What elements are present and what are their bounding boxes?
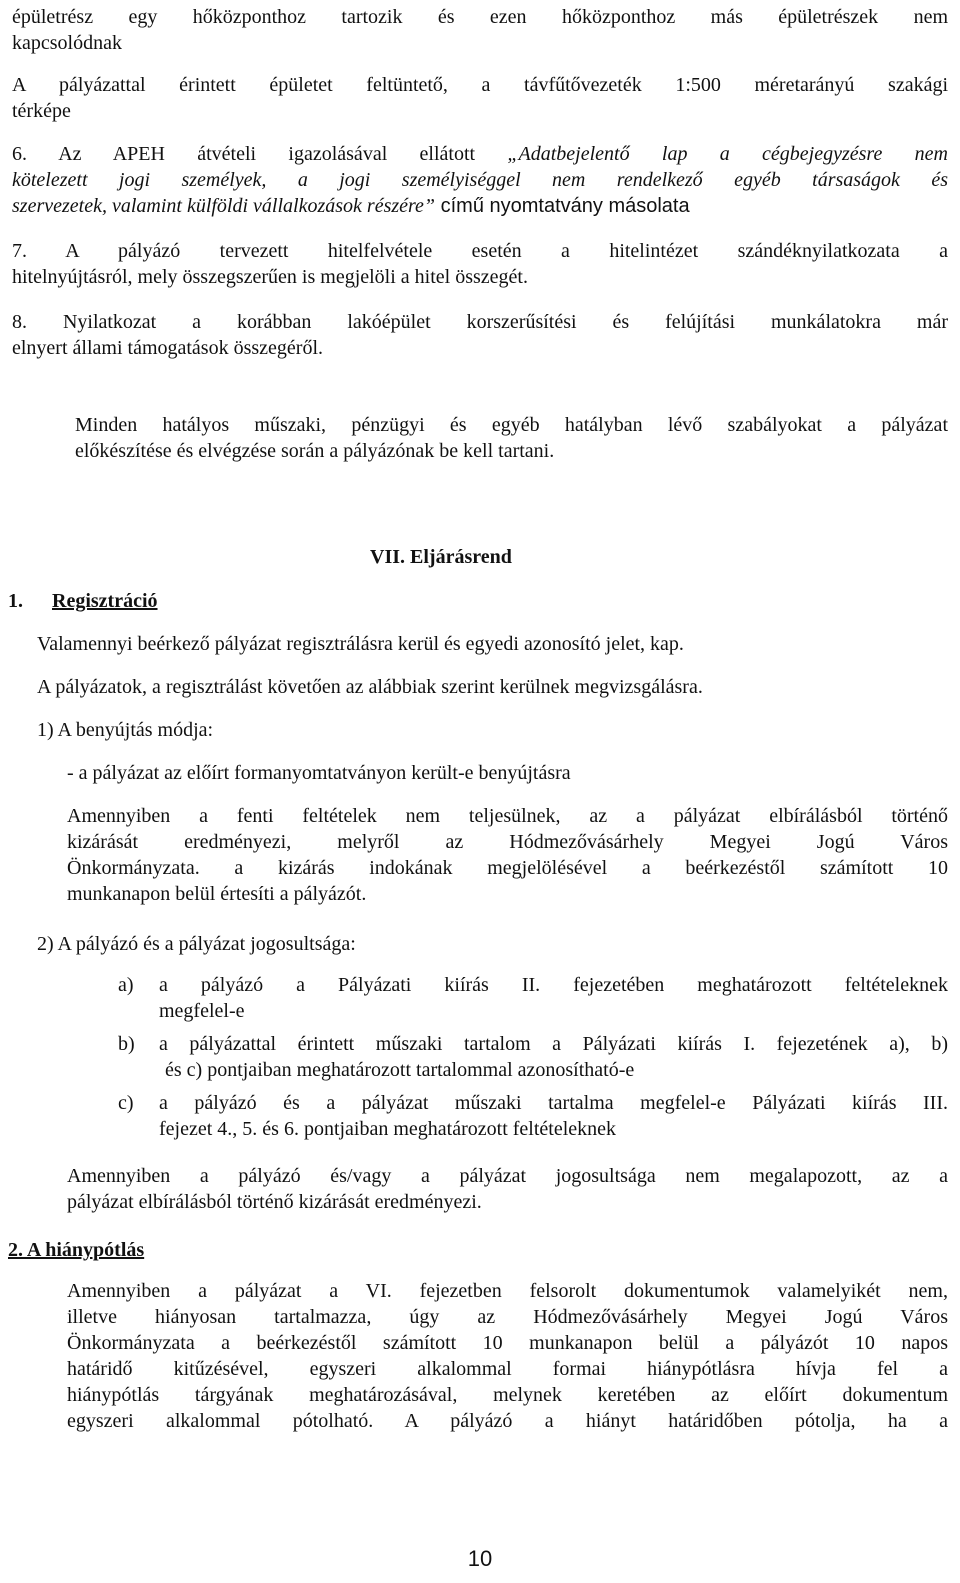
section-1-p1: Valamennyi beérkező pályázat regisztrálásra kerül és egyedi azonosító jelet, kap. bbox=[37, 633, 684, 655]
item-6-number: 6. bbox=[12, 143, 27, 165]
section-2-line: Önkormányzata a beérkezéstől számított 10 munkanapon belül a pályázót 10 napos bbox=[67, 1332, 948, 1354]
section-2-line: Amennyiben a pályázat a VI. fejezetben felsorolt dokumentumok valamelyikét nem, bbox=[67, 1280, 948, 1302]
section-1-p2: A pályázatok, a regisztrálást követően az alábbiak szerint kerülnek megvizsgálásra. bbox=[37, 676, 703, 698]
item-6-line-2: kötelezett jogi személyek, a jogi személyiséggel nem rendelkező egyéb társaságok és bbox=[12, 169, 948, 191]
notice-line-1: Minden hatályos műszaki, pénzügyi és egyéb hatályban lévő szabályokat a pályázat bbox=[75, 414, 948, 436]
section-2-line: illetve hiányosan tartalmazza, úgy az Hódmezővásárhely Megyei Jogú Város bbox=[67, 1306, 948, 1328]
item-6-italic-3: szervezetek, valamint külföldi vállalkozások részére” bbox=[12, 195, 436, 217]
eligibility-label: 2) A pályázó és a pályázat jogosultsága: bbox=[37, 933, 356, 955]
intro-line-1: épületrész egy hőközponthoz tartozik és ezen hőközponthoz más épületrészek nem bbox=[12, 6, 948, 28]
sub1-note-line: Amennyiben a fenti feltételek nem teljesülnek, az a pályázat elbírálásból történő bbox=[67, 805, 948, 827]
chapter-title: VII. Eljárásrend bbox=[370, 546, 512, 568]
section-1-title: Regisztráció bbox=[52, 590, 158, 612]
item-6-italic-1: „Adatbejelentő lap a cégbejegyzésre nem bbox=[507, 143, 948, 165]
intro-line-2: kapcsolódnak bbox=[12, 32, 122, 54]
page-number: 10 bbox=[467, 1546, 493, 1571]
submission-method-label: 1) A benyújtás módja: bbox=[37, 719, 214, 741]
list-marker: c) bbox=[118, 1092, 134, 1114]
list-item-line: a pályázattal érintett műszaki tartalom a Pályázati kiírás I. fejezetének a), b) bbox=[159, 1033, 948, 1055]
item-6-line-3 bbox=[12, 193, 948, 219]
list-marker: a) bbox=[118, 974, 134, 996]
section-2-line: hiánypótlás tárgyának meghatározásával, melynek keretében az előírt dokumentum bbox=[67, 1384, 948, 1406]
submission-bullet: - a pályázat az előírt formanyomtatványon került-e benyújtásra bbox=[67, 762, 571, 784]
section-2-line: egyszeri alkalommal pótolható. A pályázó a hiányt határidőben pótolja, ha a bbox=[67, 1410, 948, 1432]
section-1-number: 1. bbox=[8, 590, 23, 612]
list-marker: b) bbox=[118, 1033, 135, 1055]
sub2-note-line: pályázat elbírálásból történő kizárását eredményezi. bbox=[67, 1191, 482, 1213]
item-6-prefix: Az APEH átvételi igazolásával ellátott bbox=[58, 143, 508, 165]
sub1-note-line: kizárását eredményezi, melyről az Hódmezővásárhely Megyei Jogú Város bbox=[67, 831, 948, 853]
sub1-note-line: Önkormányzata. a kizárás indokának megjelölésével a beérkezéstől számított 10 bbox=[67, 857, 948, 879]
list-item-line: megfelel-e bbox=[159, 1000, 245, 1022]
sub1-note-line: munkanapon belül értesíti a pályázót. bbox=[67, 883, 367, 905]
notice-line-2: előkészítése és elvégzése során a pályázónak be kell tartani. bbox=[75, 440, 555, 462]
list-item-line: a pályázó és a pályázat műszaki tartalma megfelel-e Pályázati kiírás III. bbox=[159, 1092, 948, 1114]
map-line-1: A pályázattal érintett épületet feltüntető, a távfűtővezeték 1:500 méretarányú szakági bbox=[12, 74, 948, 96]
list-item-line: fejezet 4., 5. és 6. pontjaiban meghatározott feltételeknek bbox=[159, 1118, 617, 1140]
list-item-line: a pályázó a Pályázati kiírás II. fejezetében meghatározott feltételeknek bbox=[159, 974, 948, 996]
section-2-line: határidő kitűzésével, egyszeri alkalommal formai hiánypótlásra hívja fel a bbox=[67, 1358, 948, 1380]
sub2-note-line: Amennyiben a pályázó és/vagy a pályázat jogosultsága nem megalapozott, az a bbox=[67, 1165, 948, 1187]
item-8-line-2: elnyert állami támogatások összegéről. bbox=[12, 337, 324, 359]
section-2-title: 2. A hiánypótlás bbox=[8, 1239, 145, 1261]
item-8-line-1: 8. Nyilatkozat a korábban lakóépület korszerűsítési és felújítási munkálatokra már bbox=[12, 311, 948, 333]
item-6-line-1 bbox=[12, 141, 948, 167]
map-line-2: térképe bbox=[12, 100, 71, 122]
item-6-suffix: című nyomtatvány másolata bbox=[435, 195, 690, 217]
list-item-line: és c) pontjaiban meghatározott tartalommal azonosítható-e bbox=[165, 1059, 635, 1081]
item-7-line-1: 7. A pályázó tervezett hitelfelvétele esetén a hitelintézet szándéknyilatkozata a bbox=[12, 240, 948, 262]
item-7-line-2: hitelnyújtásról, mely összegszerűen is megjelöli a hitel összegét. bbox=[12, 266, 528, 288]
